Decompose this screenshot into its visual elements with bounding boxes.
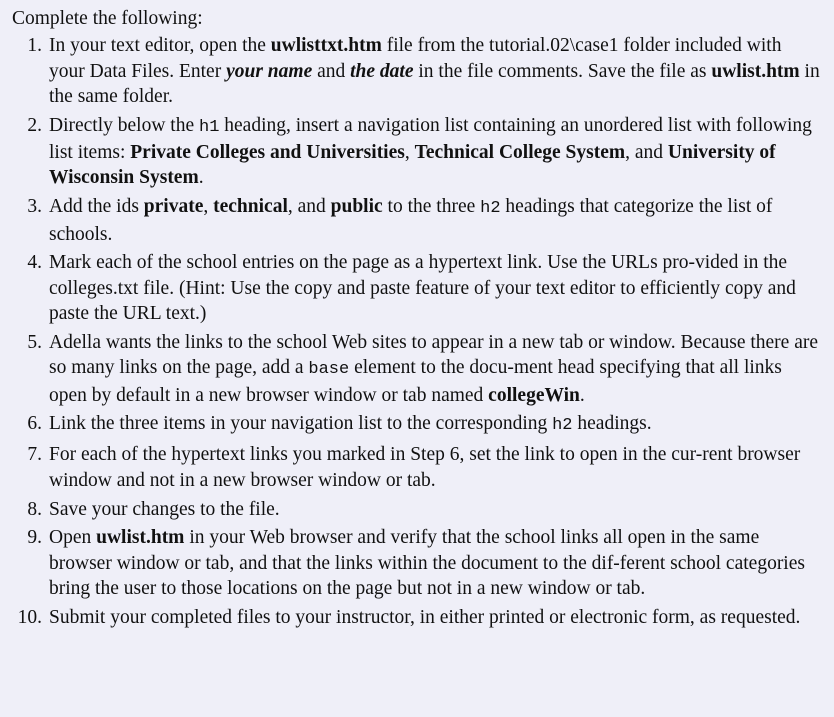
- step-item: [12, 194, 820, 247]
- emphasis: the date: [350, 60, 414, 82]
- id-term: technical: [213, 196, 288, 218]
- step-item: [12, 525, 820, 601]
- intro-text: Complete the following:: [12, 8, 203, 29]
- id-term: public: [330, 196, 383, 218]
- step-item: [12, 497, 820, 522]
- step-item: [12, 411, 820, 438]
- code-term: h1: [199, 117, 220, 137]
- id-term: private: [143, 196, 204, 218]
- step-number: 7.: [27, 444, 42, 466]
- filename: uwlisttxt.htm: [270, 35, 382, 57]
- step-item: [12, 330, 820, 408]
- step-item: [12, 250, 820, 326]
- step-number: 6.: [27, 413, 42, 435]
- step-number: 4.: [27, 252, 42, 274]
- filename: uwlist.htm: [96, 527, 185, 549]
- step-item: [12, 442, 820, 493]
- window-name-term: collegeWin: [488, 384, 580, 406]
- step-text: Open uwlist.htm in your Web browser and verify that the school links all open in the same browser window or tab, and that the links within the document to the dif-ferent school categories bring the user to those locations on the page but not in a new window or tab.: [49, 527, 805, 599]
- code-term: h2: [552, 416, 573, 436]
- step-text: For each of the hypertext links you marked in Step 6, set the link to open in the cur-rent browser window and not in a new browser window or tab.: [49, 444, 801, 491]
- code-term: h2: [480, 199, 501, 219]
- step-number: 3.: [27, 196, 42, 218]
- code-term: base: [308, 360, 350, 380]
- filename: uwlist.htm: [711, 60, 800, 82]
- step-text: Save your changes to the file.: [49, 498, 280, 520]
- step-number: 9.: [27, 527, 42, 549]
- step-number: 5.: [27, 331, 42, 353]
- step-text: Directly below the h1 heading, insert a navigation list containing an unordered list with following list items: Private Colleges and Universities, Technical College System, and University of Wisconsin System.: [49, 114, 812, 189]
- list-item-term: University of Wisconsin System: [49, 142, 776, 189]
- step-text: Submit your completed files to your instructor, in either printed or electronic form, as requested.: [49, 606, 801, 628]
- step-number: 8.: [27, 498, 42, 520]
- step-number: 10.: [17, 606, 42, 628]
- steps-list: [12, 33, 820, 630]
- step-text: Mark each of the school entries on the page as a hypertext link. Use the URLs pro-vided in the colleges.txt file. (Hint: Use the copy and paste feature of your text editor to efficiently copy and paste the URL text.): [49, 252, 796, 325]
- emphasis: your name: [226, 60, 313, 82]
- step-text: Link the three items in your navigation list to the corresponding h2 headings.: [49, 413, 652, 436]
- step-text: Adella wants the links to the school Web sites to appear in a new tab or window. Because there are so many links on the page, add a base element to the docu-ment head specifying that all links open by default in a new browser window or tab named collegeWin.: [49, 331, 818, 406]
- step-number: 2.: [27, 114, 42, 136]
- step-item: [12, 33, 820, 109]
- step-item: [12, 113, 820, 191]
- step-text: Add the ids private, technical, and public to the three h2 headings that categorize the list of schools.: [49, 196, 773, 245]
- list-item-term: Private Colleges and Universities: [130, 142, 405, 164]
- step-number: 1.: [27, 35, 42, 57]
- step-item: [12, 605, 820, 630]
- list-item-term: Technical College System: [414, 142, 626, 164]
- step-text: In your text editor, open the uwlisttxt.htm file from the tutorial.02\case1 folder included with your Data Files. Enter your name and the date in the file comments. Save the file as uwlist.htm in the same folder.: [49, 35, 820, 107]
